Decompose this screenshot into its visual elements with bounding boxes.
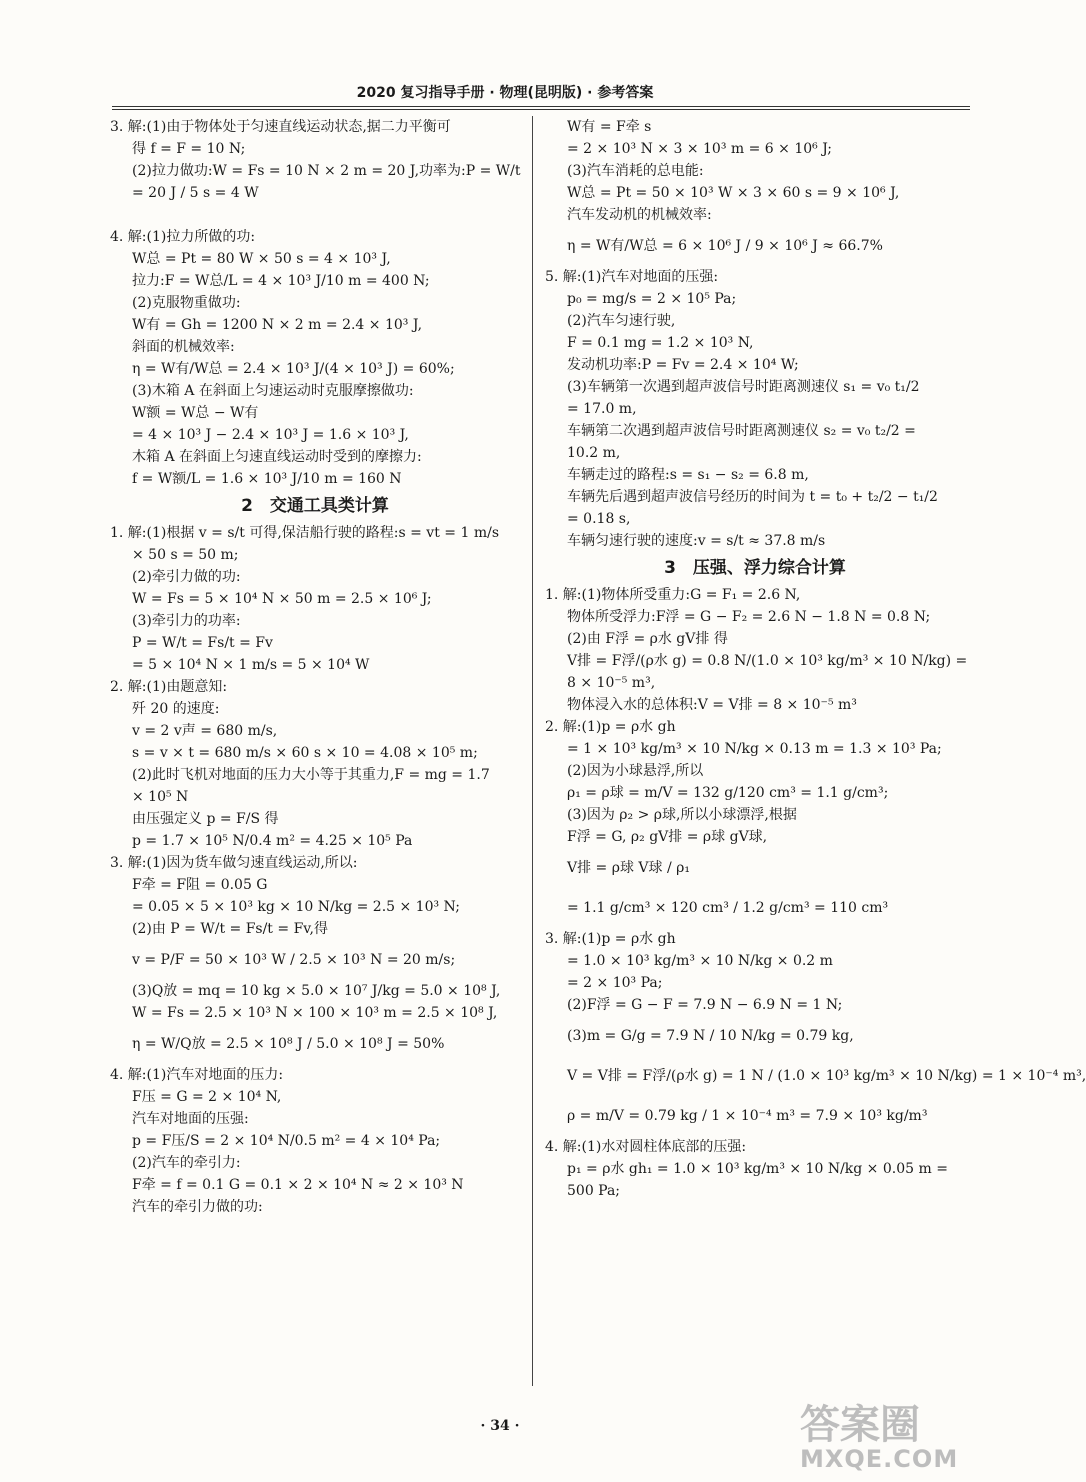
answer-line: p = F压/S = 2 × 10⁴ N/0.5 m² = 4 × 10⁴ Pa; — [132, 1133, 441, 1149]
answer-line: = 17.0 m, — [567, 401, 637, 417]
watermark-text: 答案圈 — [800, 1402, 920, 1448]
formula-line: η = W/Q放 = 2.5 × 10⁸ J / 5.0 × 10⁸ J = 50% — [132, 1036, 445, 1052]
answer-line: = 2 × 10³ N × 3 × 10³ m = 6 × 10⁶ J; — [567, 141, 832, 157]
answer-line: 车辆匀速行驶的速度:v = s/t ≈ 37.8 m/s — [567, 533, 826, 549]
question-start-line: 4. 解:(1)汽车对地面的压力: — [110, 1067, 284, 1083]
answer-line: = 1 × 10³ kg/m³ × 10 N/kg × 0.13 m = 1.3 × 10³ Pa; — [567, 741, 942, 757]
answer-line: 由压强定义 p = F/S 得 — [132, 811, 279, 827]
answer-line: (2)汽车匀速行驶, — [567, 313, 676, 329]
answer-line: 发动机功率:P = Fv = 2.4 × 10⁴ W; — [567, 357, 799, 373]
answer-line: = 1.0 × 10³ kg/m³ × 10 N/kg × 0.2 m — [567, 953, 833, 969]
page-number: · 34 · — [480, 1418, 520, 1434]
answer-line: W = Fs = 2.5 × 10³ N × 100 × 10³ m = 2.5 × 10⁸ J, — [132, 1005, 498, 1021]
answer-line: W有 = F牵 s — [567, 119, 652, 135]
answer-line: (2)由 P = W/t = Fs/t = Fv,得 — [132, 921, 328, 937]
right-column — [545, 116, 1086, 1202]
answer-line: W总 = Pt = 80 W × 50 s = 4 × 10³ J, — [132, 251, 391, 267]
formula-line: (3)m = G/g = 7.9 N / 10 N/kg = 0.79 kg, — [567, 1028, 854, 1044]
answer-line: (3)木箱 A 在斜面上匀速运动时克服摩擦做功: — [132, 383, 414, 399]
answer-line: 车辆走过的路程:s = s₁ − s₂ = 6.8 m, — [567, 467, 809, 483]
answer-line: W额 = W总 − W有 — [132, 405, 259, 421]
answer-line: 物体浸入水的总体积:V = V排 = 8 × 10⁻⁵ m³ — [567, 697, 857, 713]
answer-line: × 10⁵ N — [132, 789, 189, 805]
header-rule — [112, 106, 970, 107]
answer-line: W总 = Pt = 50 × 10³ W × 3 × 60 s = 9 × 10⁶ J, — [567, 185, 900, 201]
answer-line: 物体所受浮力:F浮 = G − F₂ = 2.6 N − 1.8 N = 0.8 N; — [567, 609, 931, 625]
answer-line: (3)Q放 = mq = 10 kg × 5.0 × 10⁷ J/kg = 5.0 × 10⁸ J, — [132, 983, 501, 999]
answer-line: = 2 × 10³ Pa; — [567, 975, 663, 991]
answer-line: F压 = G = 2 × 10⁴ N, — [132, 1089, 282, 1105]
answer-line: 车辆第二次遇到超声波信号时距离测速仪 s₂ = v₀ t₂/2 = — [567, 423, 916, 439]
answer-line: 汽车对地面的压强: — [132, 1111, 249, 1127]
answer-line: (2)此时飞机对地面的压力大小等于其重力,F = mg = 1.7 — [132, 767, 490, 783]
answer-line: (2)由 F浮 = ρ水 gV排 得 — [567, 631, 728, 647]
section-heading: 3 压强、浮力综合计算 — [664, 558, 846, 578]
question-start-line: 1. 解:(1)物体所受重力:G = F₁ = 2.6 N, — [545, 587, 801, 603]
answer-line: F牵 = f = 0.1 G = 0.1 × 2 × 10⁴ N ≈ 2 × 10³ N — [132, 1177, 464, 1193]
question-start-line: 5. 解:(1)汽车对地面的压强: — [545, 269, 719, 285]
question-start-line: 3. 解:(1)p = ρ水 gh — [545, 931, 676, 947]
answer-line: (2)克服物重做功: — [132, 295, 241, 311]
formula-line: η = W有/W总 = 6 × 10⁶ J / 9 × 10⁶ J ≈ 66.7% — [567, 238, 883, 254]
watermark-logo — [800, 1402, 970, 1475]
answer-line: (3)汽车消耗的总电能: — [567, 163, 704, 179]
answer-line: (2)F浮 = G − F = 7.9 N − 6.9 N = 1 N; — [567, 997, 843, 1013]
answer-line: f = W额/L = 1.6 × 10³ J/10 m = 160 N — [132, 471, 402, 487]
formula-line: ρ = m/V = 0.79 kg / 1 × 10⁻⁴ m³ = 7.9 × 10³ kg/m³ — [567, 1108, 928, 1124]
answer-line: v = 2 v声 = 680 m/s, — [132, 723, 278, 739]
formula-line: v = P/F = 50 × 10³ W / 2.5 × 10³ N = 20 m/s; — [132, 952, 456, 968]
answer-line: (2)汽车的牵引力: — [132, 1155, 241, 1171]
answer-line: 8 × 10⁻⁵ m³, — [567, 675, 656, 691]
answer-line: = 0.18 s, — [567, 511, 631, 527]
answer-line: = 5 × 10⁴ N × 1 m/s = 5 × 10⁴ W — [132, 657, 370, 673]
answer-line: 500 Pa; — [567, 1183, 621, 1199]
answer-line: F = 0.1 mg = 1.2 × 10³ N, — [567, 335, 754, 351]
question-start-line: 2. 解:(1)由题意知: — [110, 679, 228, 695]
blank-line — [110, 204, 520, 226]
answer-line: 得 f = F = 10 N; — [132, 141, 246, 157]
answer-line: 汽车发动机的机械效率: — [567, 207, 712, 223]
answer-line: F浮 = G, ρ₂ gV排 = ρ球 gV球, — [567, 829, 768, 845]
answer-line: 汽车的牵引力做的功: — [132, 1199, 263, 1215]
watermark-url: MXQE.COM — [800, 1445, 959, 1473]
header-rule-thin — [112, 109, 970, 110]
formula-line: = 1.1 g/cm³ × 120 cm³ / 1.2 g/cm³ = 110 cm³ — [567, 900, 889, 916]
answer-line: = 0.05 × 5 × 10³ kg × 10 N/kg = 2.5 × 10³ N; — [132, 899, 461, 915]
answer-line: η = W有/W总 = 2.4 × 10³ J/(4 × 10³ J) = 60%; — [132, 361, 455, 377]
answer-line: 车辆先后遇到超声波信号经历的时间为 t = t₀ + t₂/2 − t₁/2 — [567, 489, 938, 505]
answer-line: 歼 20 的速度: — [132, 701, 220, 717]
question-start-line: 2. 解:(1)p = ρ水 gh — [545, 719, 676, 735]
answer-line: F牵 = F阻 = 0.05 G — [132, 877, 268, 893]
answer-line: V排 = F浮/(ρ水 g) = 0.8 N/(1.0 × 10³ kg/m³ × 10 N/kg) = — [567, 653, 968, 669]
answer-line: 斜面的机械效率: — [132, 339, 235, 355]
answer-line: (3)因为 ρ₂ > ρ球,所以小球漂浮,根据 — [567, 807, 797, 823]
answer-line: s = v × t = 680 m/s × 60 s × 10 = 4.08 × 10⁵ m; — [132, 745, 478, 761]
answer-line: × 50 s = 50 m; — [132, 547, 239, 563]
question-start-line: 1. 解:(1)根据 v = s/t 可得,保洁船行驶的路程:s = vt = 1 m/s — [110, 525, 500, 541]
answer-line: 10.2 m, — [567, 445, 621, 461]
answer-line: = 4 × 10³ J − 2.4 × 10³ J = 1.6 × 10³ J, — [132, 427, 409, 443]
answer-line: (2)牵引力做的功: — [132, 569, 241, 585]
question-start-line: 3. 解:(1)由于物体处于匀速直线运动状态,据二力平衡可 — [110, 119, 451, 135]
question-start-line: 4. 解:(1)拉力所做的功: — [110, 229, 256, 245]
formula-line: V = V排 = F浮/(ρ水 g) = 1 N / (1.0 × 10³ kg/m³ × 10 N/kg) = 1 × 10⁻⁴ m³, — [567, 1068, 1086, 1084]
formula-line: V排 = ρ球 V球 / ρ₁ — [567, 860, 690, 876]
answer-line: (2)因为小球悬浮,所以 — [567, 763, 704, 779]
section-heading: 2 交通工具类计算 — [241, 496, 389, 516]
answer-line: W = Fs = 5 × 10⁴ N × 50 m = 2.5 × 10⁶ J; — [132, 591, 432, 607]
answer-line: p₁ = ρ水 gh₁ = 1.0 × 10³ kg/m³ × 10 N/kg × 0.05 m = — [567, 1161, 948, 1177]
column-divider — [532, 116, 533, 1386]
answer-line: = 20 J / 5 s = 4 W — [132, 185, 259, 201]
answer-line: W有 = Gh = 1200 N × 2 m = 2.4 × 10³ J, — [132, 317, 423, 333]
answer-line: P = W/t = Fs/t = Fv — [132, 635, 273, 651]
answer-line: (2)拉力做功:W = Fs = 10 N × 2 m = 20 J,功率为:P = W/t — [132, 163, 521, 179]
answer-line: p = 1.7 × 10⁵ N/0.4 m² = 4.25 × 10⁵ Pa — [132, 833, 413, 849]
left-column — [110, 116, 520, 1218]
answer-line: 拉力:F = W总/L = 4 × 10³ J/10 m = 400 N; — [132, 273, 430, 289]
answer-line: (3)车辆第一次遇到超声波信号时距离测速仪 s₁ = v₀ t₁/2 — [567, 379, 920, 395]
answer-line: (3)牵引力的功率: — [132, 613, 241, 629]
answer-line: 木箱 A 在斜面上匀速直线运动时受到的摩擦力: — [132, 449, 422, 465]
question-start-line: 3. 解:(1)因为货车做匀速直线运动,所以: — [110, 855, 358, 871]
answer-line: p₀ = mg/s = 2 × 10⁵ Pa; — [567, 291, 737, 307]
question-start-line: 4. 解:(1)水对圆柱体底部的压强: — [545, 1139, 747, 1155]
answer-line: ρ₁ = ρ球 = m/V = 132 g/120 cm³ = 1.1 g/cm³; — [567, 785, 889, 801]
page-header: 2020 复习指导手册 · 物理(昆明版) · 参考答案 — [356, 85, 654, 101]
